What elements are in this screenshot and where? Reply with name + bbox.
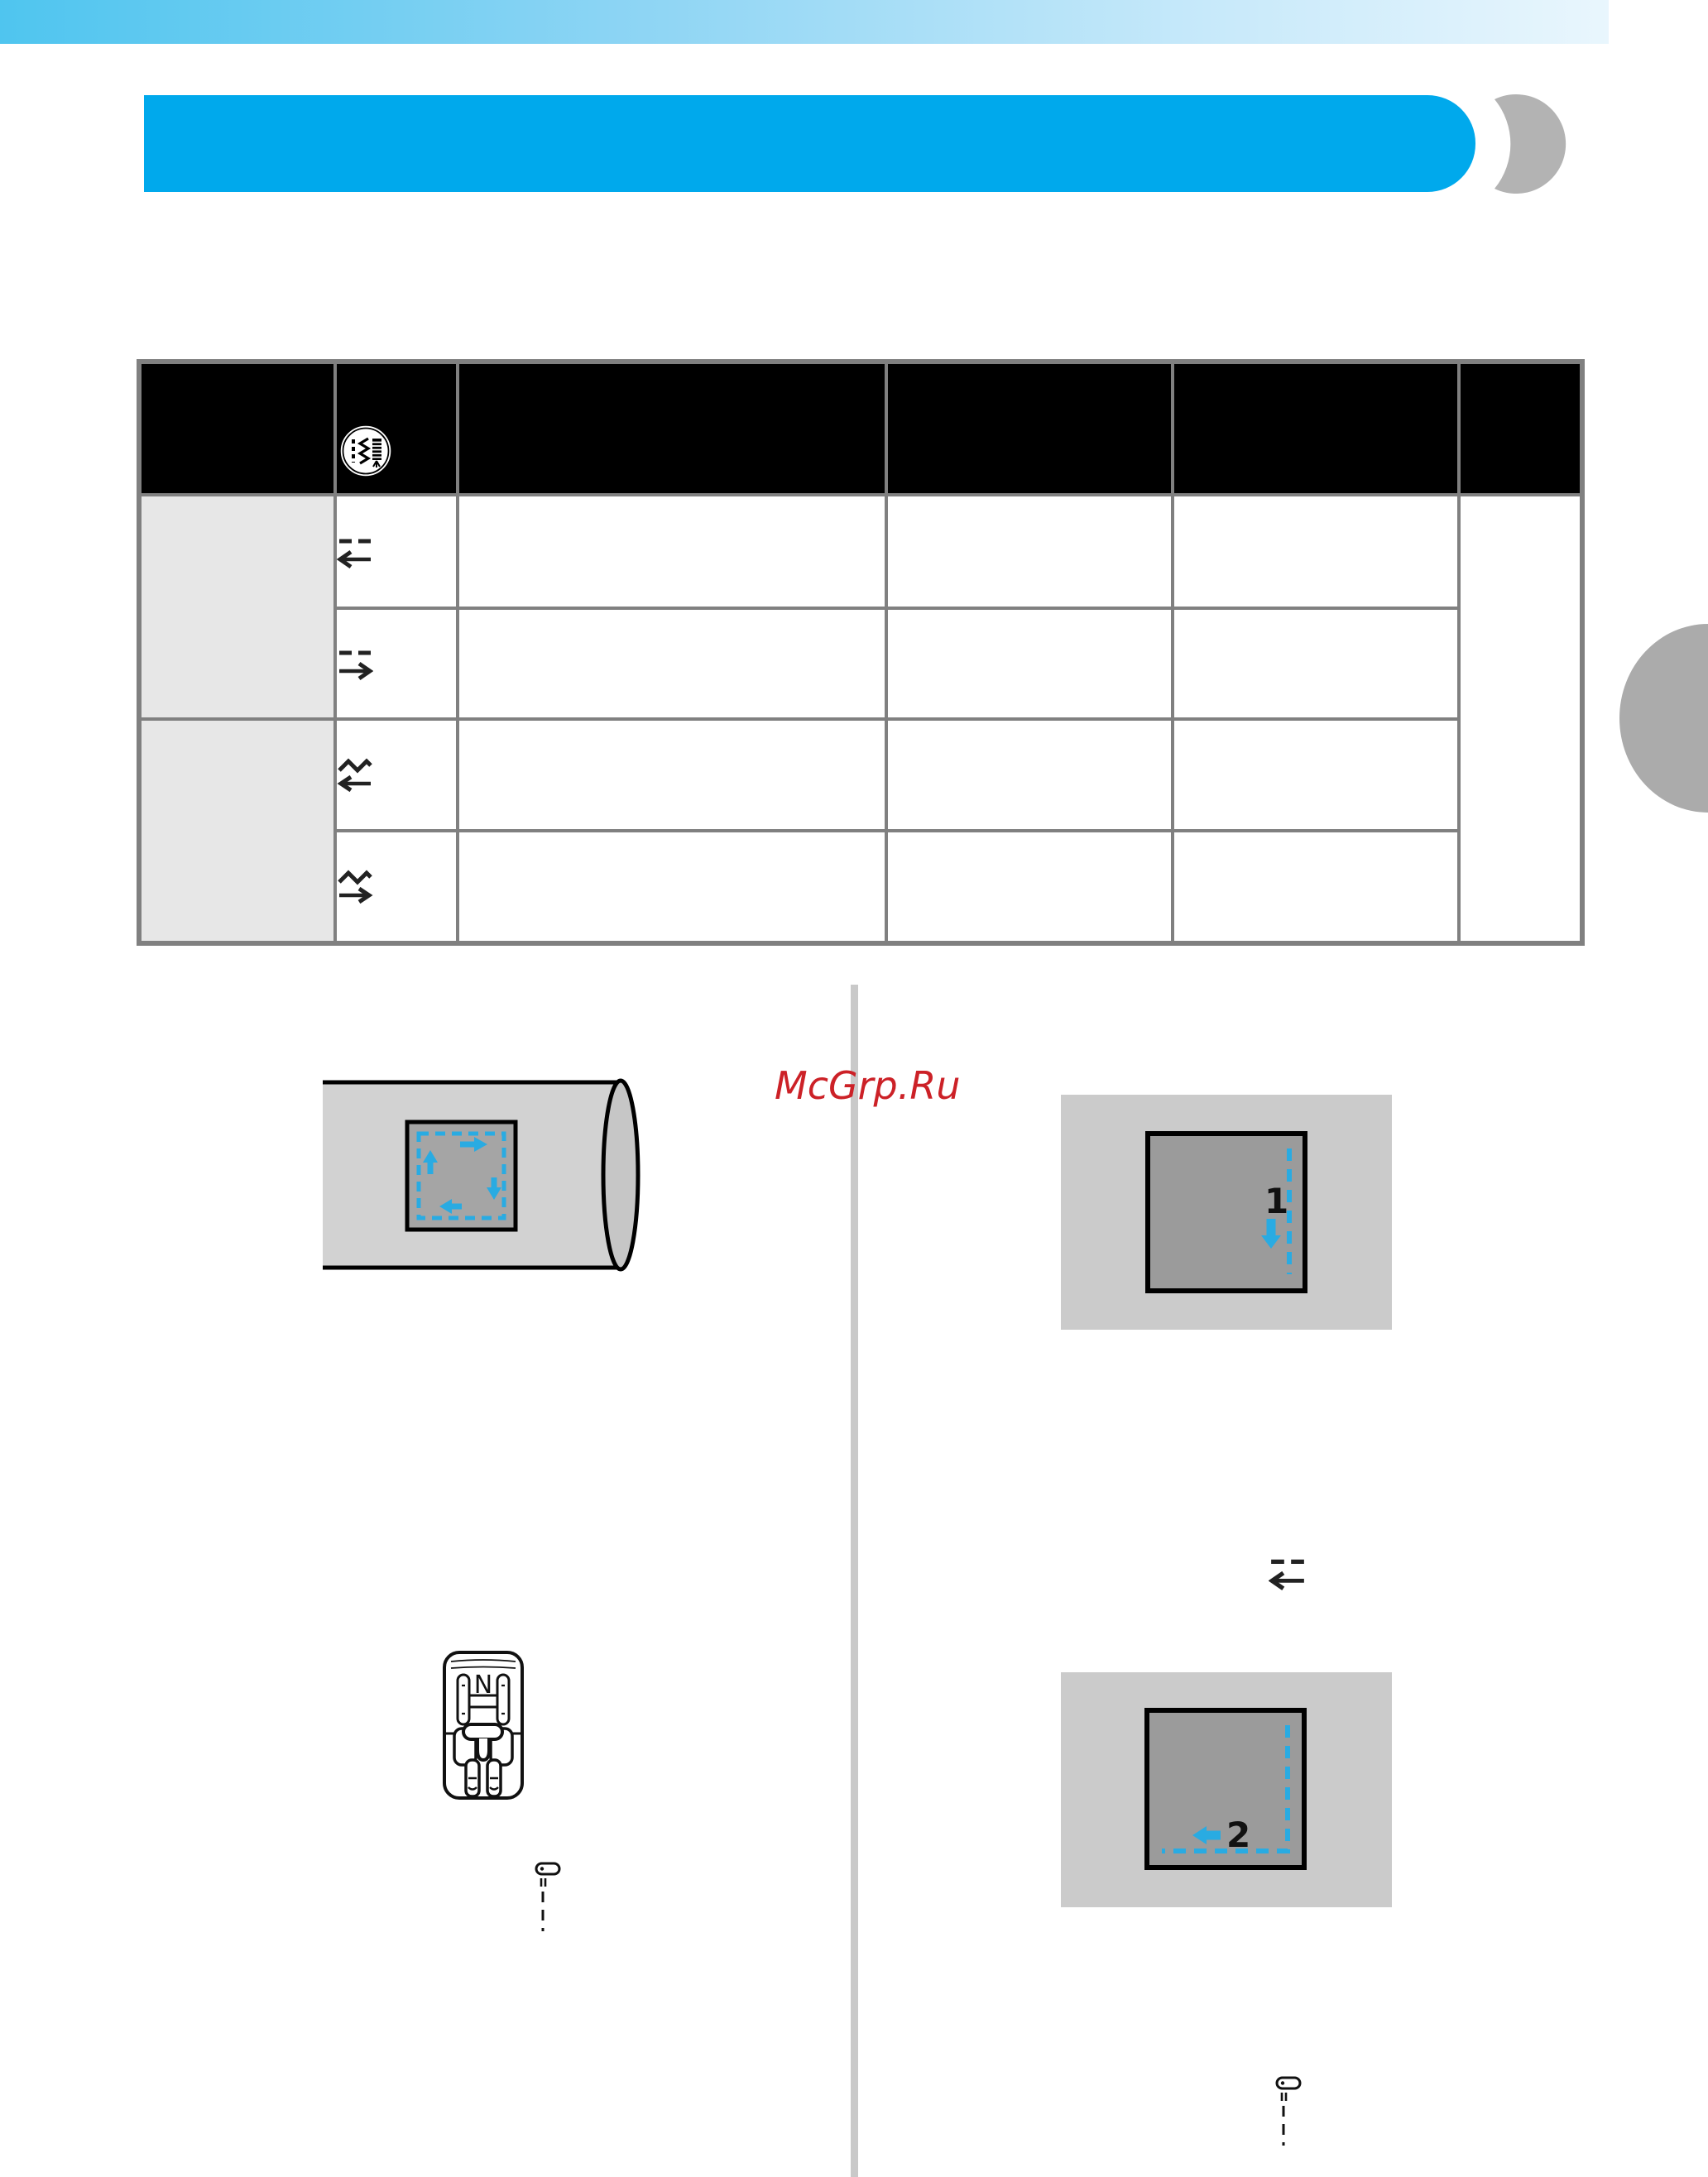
- zigzag-stitch-direction-right-icon: [337, 870, 373, 904]
- zigzag-stitch-direction-left-icon: [337, 758, 373, 793]
- step-number-label: 2: [1226, 1815, 1251, 1855]
- header-cell-length: [1173, 362, 1459, 495]
- top-gradient-bar: [0, 0, 1609, 44]
- cell-stitch-symbol: [335, 719, 458, 831]
- sleeve-end-cap: [603, 1081, 638, 1269]
- cell-width: [886, 608, 1173, 719]
- cell-width: [886, 495, 1173, 608]
- cell-stitch-symbol: [335, 495, 458, 608]
- fabric-square: [1147, 1710, 1304, 1868]
- basting-pin-icon: [535, 1862, 561, 1935]
- cell-stitch-symbol: [335, 608, 458, 719]
- presser-foot-n-illustration: [441, 1649, 525, 1801]
- figure-step1-drawing: [1061, 1095, 1392, 1330]
- group-cell-zigzag-stitch: [139, 719, 335, 943]
- header-cell-page: [1459, 362, 1582, 495]
- foot-right-slot: [497, 1675, 509, 1724]
- header-cell-stitch-name: [139, 362, 335, 495]
- section-title-bar: [144, 95, 1475, 192]
- header-cell-foot: [458, 362, 886, 495]
- cell-width: [886, 719, 1173, 831]
- figure-step2-drawing: [1061, 1672, 1392, 1907]
- straight-stitch-direction-left-icon: [337, 535, 373, 569]
- foot-letter-label: N: [473, 1671, 493, 1700]
- cell-length: [1173, 608, 1459, 719]
- cell-foot: [458, 719, 886, 831]
- header-cell-stitch-symbol: [335, 362, 458, 495]
- straight-stitch-direction-left-icon: [1269, 1555, 1307, 1591]
- column-divider: [851, 985, 858, 2177]
- basting-pin-icon: [1275, 2076, 1302, 2149]
- table-row: [139, 719, 1582, 831]
- cell-page-merged: [1459, 495, 1582, 943]
- foot-needle-opening: [463, 1724, 502, 1739]
- cell-stitch-symbol: [335, 831, 458, 943]
- cell-width: [886, 831, 1173, 943]
- cell-length: [1173, 719, 1459, 831]
- figure-step2: [1061, 1672, 1392, 1907]
- cell-foot: [458, 495, 886, 608]
- straight-stitch-direction-right-icon: [337, 646, 373, 681]
- cell-foot: [458, 608, 886, 719]
- header-cell-width: [886, 362, 1173, 495]
- watermark-link[interactable]: McGrp.Ru: [775, 1063, 961, 1108]
- table-row: [139, 831, 1582, 943]
- cell-length: [1173, 831, 1459, 943]
- stitch-selector-dial-icon: [337, 422, 395, 480]
- step-number-label: 1: [1264, 1181, 1289, 1221]
- foot-left-slot: [458, 1675, 469, 1724]
- table-row: [139, 608, 1582, 719]
- page-edge-tab: [1619, 624, 1708, 813]
- group-cell-straight-stitch: [139, 495, 335, 719]
- patch-square: [407, 1122, 516, 1230]
- crescent-shape: [1494, 94, 1566, 194]
- table-row: [139, 495, 1582, 608]
- table-header-row: [139, 362, 1582, 495]
- sleeve-with-patch-illustration: [323, 1077, 640, 1273]
- cell-foot: [458, 831, 886, 943]
- stitch-settings-table: [137, 359, 1585, 946]
- figure-step1: [1061, 1095, 1392, 1330]
- foot-needle-slot: [477, 1738, 489, 1760]
- cell-length: [1173, 495, 1459, 608]
- title-bar-crescent-icon: [1481, 93, 1581, 195]
